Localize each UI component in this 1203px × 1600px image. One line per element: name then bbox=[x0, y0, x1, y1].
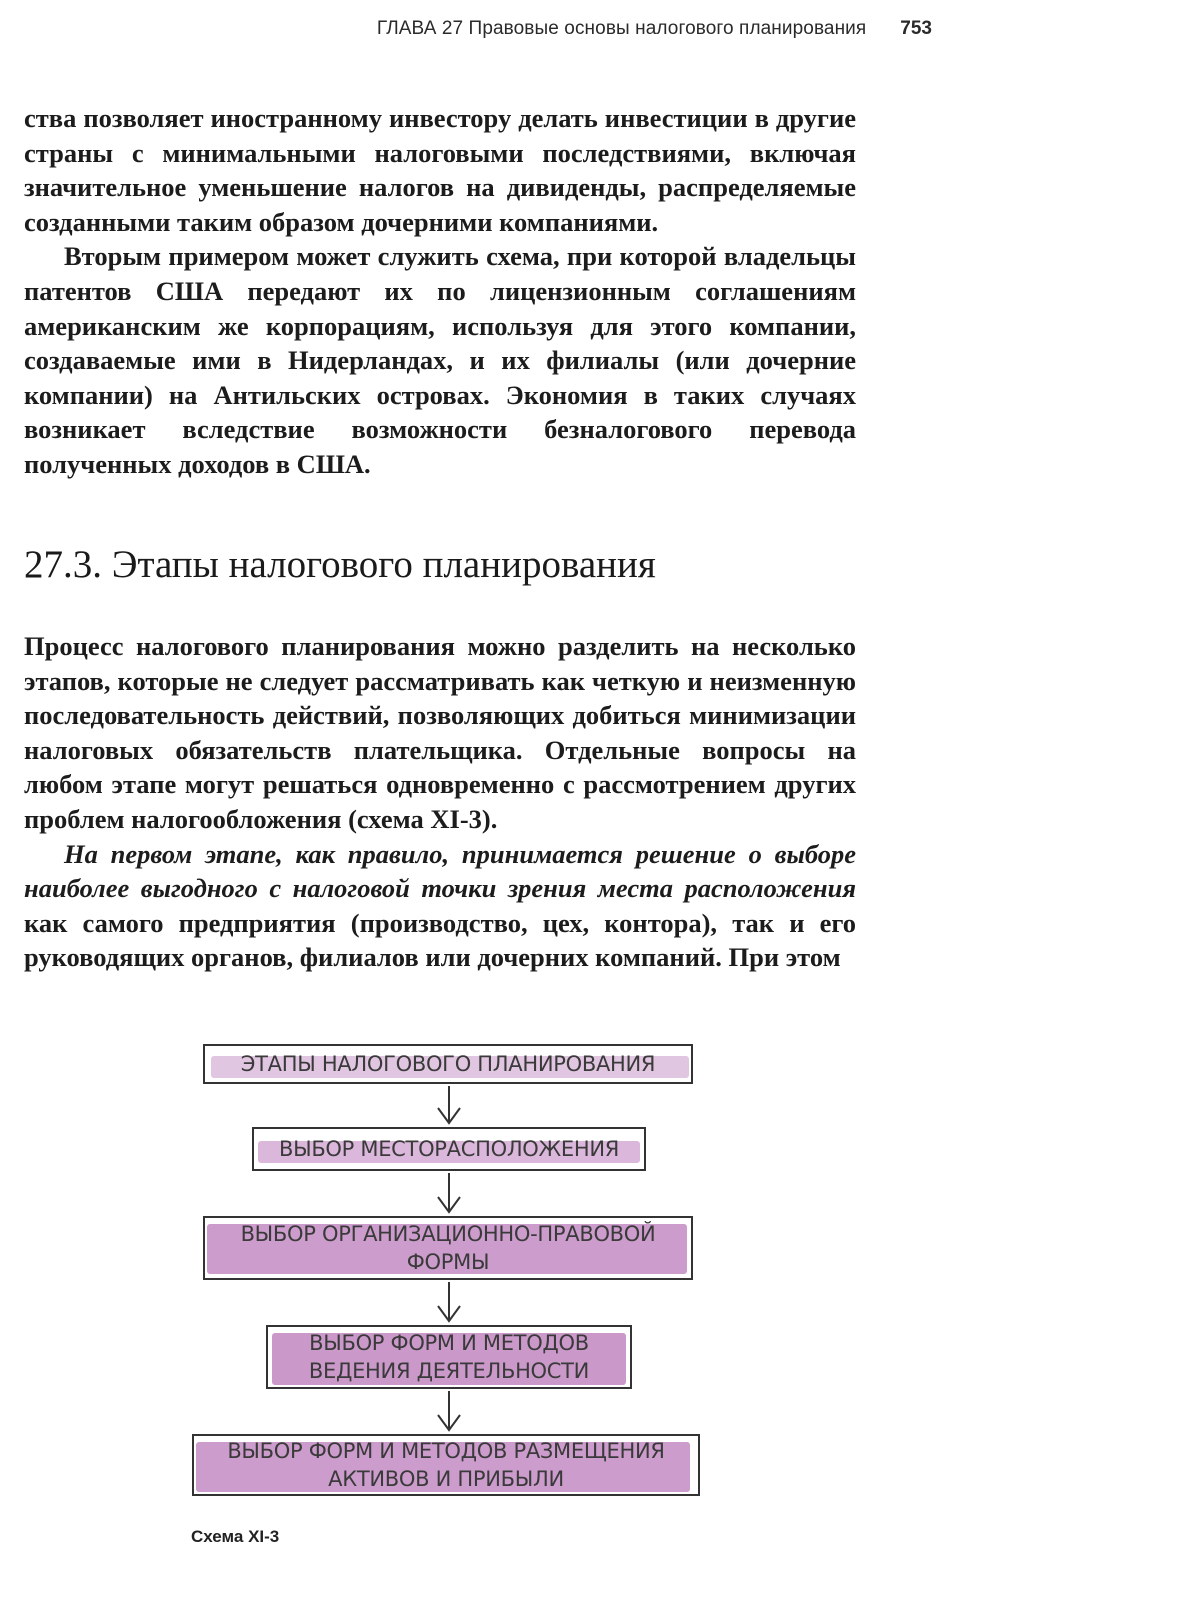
flow-diagram bbox=[190, 1040, 710, 1500]
page-number: 753 bbox=[900, 18, 932, 39]
paragraph: ства позволяет иностранному инвестору делать инвестиции в другие страны с минимальными налоговыми последствиями, включая значительное уменьшение налогов на дивиденды, распределяемые созданными таким образом дочерними компаниями. bbox=[24, 103, 856, 237]
italic-emphasis: На первом этапе, как правило, принимается решение о выборе наиболее выгодного с налоговой точки зрения места расположения bbox=[24, 838, 856, 904]
box-label: ВЫБОР МЕСТОРАСПОЛОЖЕНИЯ bbox=[278, 1137, 620, 1161]
diagram-box-legal-form bbox=[203, 1216, 693, 1280]
box-label: ВЕДЕНИЯ ДЕЯТЕЛЬНОСТИ bbox=[308, 1359, 590, 1383]
running-head bbox=[322, 18, 932, 40]
chapter-title: ГЛАВА 27 Правовые основы налогового планирования bbox=[376, 18, 867, 39]
arrow-down-icon bbox=[434, 1391, 464, 1433]
box-label: ВЫБОР ОРГАНИЗАЦИОННО-ПРАВОВОЙ bbox=[240, 1222, 656, 1246]
section-heading: 27.3. Этапы налогового планирования bbox=[24, 543, 656, 586]
text-block-bottom bbox=[24, 629, 856, 975]
box-label: ЭТАПЫ НАЛОГОВОГО ПЛАНИРОВАНИЯ bbox=[240, 1052, 656, 1076]
text-block-top bbox=[24, 101, 856, 482]
diagram-box-assets-placement bbox=[192, 1434, 700, 1496]
box-label: ВЫБОР ФОРМ И МЕТОДОВ РАЗМЕЩЕНИЯ bbox=[227, 1439, 665, 1463]
figure-caption: Схема XI-3 bbox=[191, 1527, 280, 1546]
paragraph bbox=[24, 837, 856, 975]
paragraph: Вторым примером может служить схема, при которой владельцы патентов США передают их по лицензионным соглашениям американским же корпорациям, используя для этого компании, создаваемые ими в Нидерландах, и их филиалы (или дочерние компании) на Антильских островах. Экономия в таких случаях возникает вследствие возможности безналогового перевода полученных доходов в США. bbox=[24, 241, 856, 479]
paragraph: Процесс налогового планирования можно разделить на несколько этапов, которые не следует рассматривать как четкую и неизменную последовательность действий, позволяющих добиться минимизации налоговых обязательств плательщика. Отдельные вопросы на любом этапе могут решаться одновременно с рассмотрением других проблем налогообложения (схема XI-3). bbox=[24, 631, 856, 834]
paragraph-continuation: как самого предприятия (производство, цех, контора), так и его руководящих органов, филиалов или дочерних компаний. При этом bbox=[24, 907, 856, 973]
diagram-box-activity-methods bbox=[266, 1325, 632, 1389]
box-label: ВЫБОР ФОРМ И МЕТОДОВ bbox=[309, 1331, 589, 1355]
diagram-box-location bbox=[252, 1127, 646, 1171]
arrow-down-icon bbox=[434, 1086, 464, 1126]
diagram-box-stages bbox=[203, 1044, 693, 1084]
arrow-down-icon bbox=[434, 1173, 464, 1215]
box-label: АКТИВОВ И ПРИБЫЛИ bbox=[328, 1467, 564, 1491]
box-label: ФОРМЫ bbox=[406, 1250, 490, 1274]
arrow-down-icon bbox=[434, 1282, 464, 1324]
